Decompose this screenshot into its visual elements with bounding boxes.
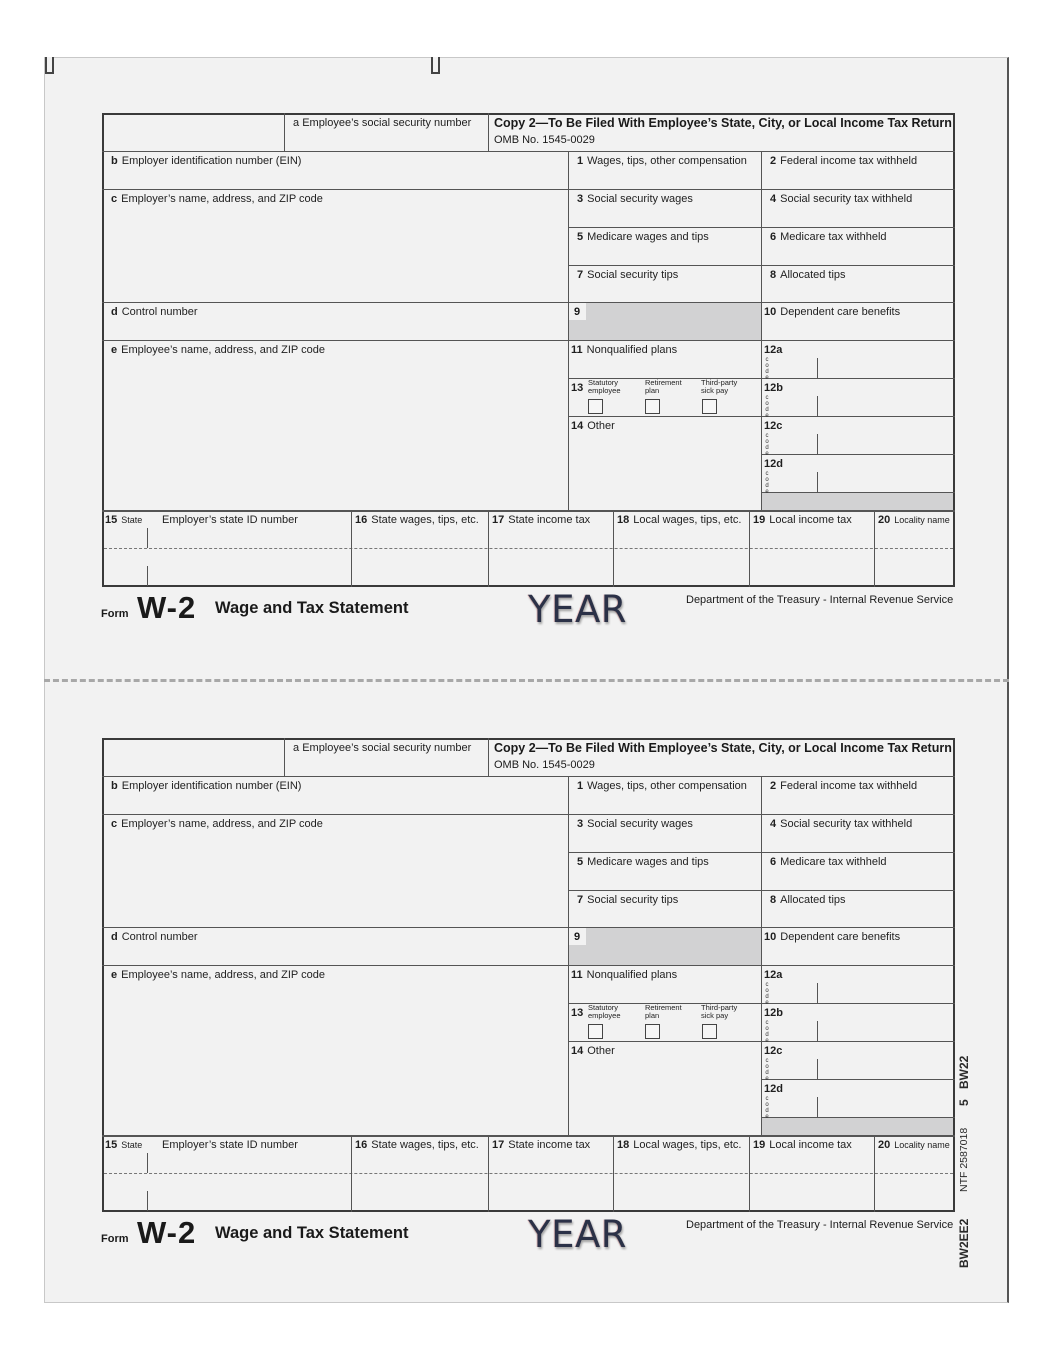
box-a-text: Employee’s social security number [302, 742, 472, 754]
box-6-label[interactable] [770, 856, 887, 868]
box-9-shaded [569, 928, 761, 965]
row-divider [102, 340, 955, 341]
box-12d-code-divider [817, 472, 818, 492]
box-15-number: 15 [105, 1139, 118, 1151]
box-5-text: Medicare wages and tips [587, 231, 709, 243]
box-18-text: Local wages, tips, etc. [633, 1139, 742, 1151]
box-14-number: 14 [571, 420, 584, 432]
box-8-label[interactable] [770, 894, 846, 906]
column-divider [351, 511, 352, 587]
box-20-label[interactable] [878, 514, 950, 526]
box-2-text: Federal income tax withheld [780, 155, 918, 167]
box-10-number: 10 [764, 931, 777, 943]
box-16-number: 16 [355, 514, 368, 526]
box-12b-code-divider [817, 396, 818, 416]
box-c-letter: c [111, 818, 118, 830]
box-10-label[interactable] [764, 306, 900, 318]
box-20-label[interactable] [878, 1139, 950, 1151]
box-20-number: 20 [878, 1139, 891, 1151]
box-12c-code-divider [817, 434, 818, 454]
statutory-employee-checkbox[interactable] [588, 399, 603, 414]
box-19-label[interactable] [753, 514, 852, 526]
box-11-text: Nonqualified plans [586, 344, 678, 356]
statutory-employee-checkbox[interactable] [588, 1024, 603, 1039]
box-3-label[interactable] [577, 193, 693, 205]
column-divider [488, 1136, 489, 1212]
box-1-label[interactable] [577, 155, 747, 167]
box-16-number: 16 [355, 1139, 368, 1151]
row-divider [102, 302, 955, 303]
box-d-label[interactable] [111, 931, 198, 943]
retirement-plan-checkbox[interactable] [645, 399, 660, 414]
omb-number: OMB No. 1545-0029 [494, 134, 595, 146]
row-divider [102, 510, 955, 512]
box-12b-code-divider [817, 1021, 818, 1041]
box-e-letter: e [111, 969, 118, 981]
box-17-text: State income tax [508, 514, 591, 526]
state-subdivider [147, 566, 148, 586]
row-divider [102, 814, 955, 815]
w2-form-bottom [0, 738, 1056, 1298]
state-subdivider [147, 528, 148, 548]
box-7-label[interactable] [577, 894, 678, 906]
column-divider [874, 1136, 875, 1212]
box-20-text: Locality name [894, 515, 950, 525]
box-13-thirdparty-label: Third-party sick pay [701, 378, 738, 395]
box-2-number: 2 [770, 155, 777, 167]
box-15-label[interactable] [105, 514, 142, 526]
column-divider [761, 776, 762, 1135]
box-4-text: Social security tax withheld [780, 193, 913, 205]
box-12a-code-divider [817, 358, 818, 378]
box-8-number: 8 [770, 269, 777, 281]
box-12d-code-label: c o d e [765, 1096, 769, 1120]
w2-form-top [0, 113, 1056, 673]
box-19-number: 19 [753, 1139, 766, 1151]
row-divider [761, 454, 955, 455]
box-14-label[interactable] [571, 1045, 615, 1057]
state-subdivider [147, 1191, 148, 1211]
box-15-state-text: State [121, 515, 143, 525]
box-10-text: Dependent care benefits [780, 306, 901, 318]
box-c-label[interactable] [111, 193, 323, 205]
column-divider [749, 1136, 750, 1212]
box-8-number: 8 [770, 894, 777, 906]
form-title: Wage and Tax Statement [215, 599, 409, 617]
box-c-letter: c [111, 193, 118, 205]
box-b-text: Employer identification number (EIN) [121, 155, 302, 167]
column-divider [488, 738, 489, 776]
box-15-employer-state-id-label: Employer’s state ID number [162, 1139, 298, 1151]
perforation-line [44, 679, 1009, 682]
form-title: Wage and Tax Statement [215, 1224, 409, 1242]
box-b-text: Employer identification number (EIN) [121, 780, 302, 792]
box-7-label[interactable] [577, 269, 678, 281]
box-4-number: 4 [770, 818, 777, 830]
column-divider [351, 1136, 352, 1212]
box-5-number: 5 [577, 231, 584, 243]
form-word: Form [101, 1233, 129, 1245]
box-12d-label[interactable]: 12d [764, 458, 783, 470]
box-3-number: 3 [577, 193, 584, 205]
box-10-label[interactable] [764, 931, 900, 943]
box-a-letter: a [293, 117, 300, 129]
box-13-retirement-label: Retirement plan [645, 378, 682, 395]
form-name: W-2 [137, 1215, 197, 1250]
box-6-text: Medicare tax withheld [780, 856, 887, 868]
box-12c-label[interactable]: 12c [764, 1045, 783, 1057]
box-d-label[interactable] [111, 306, 198, 318]
box-11-label[interactable] [571, 344, 677, 356]
box-c-label[interactable] [111, 818, 323, 830]
box-13-statutory-label: Statutory employee [588, 378, 621, 395]
box-5-label[interactable] [577, 856, 709, 868]
box-11-text: Nonqualified plans [586, 969, 678, 981]
box-12d-label[interactable]: 12d [764, 1083, 783, 1095]
box-12-shaded-footer [762, 1118, 953, 1135]
box-2-label[interactable] [770, 155, 917, 167]
box-8-label[interactable] [770, 269, 846, 281]
side-code-number: 5 [957, 1099, 971, 1106]
box-17-label[interactable] [492, 514, 590, 526]
box-d-text: Control number [121, 931, 198, 943]
box-20-text: Locality name [894, 1140, 950, 1150]
box-13-thirdparty-label: Third-party sick pay [701, 1003, 738, 1020]
row-divider [102, 965, 955, 966]
box-12b-label[interactable]: 12b [764, 1007, 783, 1019]
box-6-number: 6 [770, 856, 777, 868]
box-6-label[interactable] [770, 231, 887, 243]
box-1-label[interactable] [577, 780, 747, 792]
box-3-text: Social security wages [587, 818, 693, 830]
box-14-text: Other [587, 1045, 615, 1057]
box-19-label[interactable] [753, 1139, 852, 1151]
box-4-label[interactable] [770, 818, 912, 830]
tax-year: YEAR [528, 588, 627, 631]
box-12a-label[interactable]: 12a [764, 344, 783, 356]
box-5-number: 5 [577, 856, 584, 868]
department-text: Department of the Treasury - Internal Revenue Service [686, 1219, 954, 1231]
box-b-label[interactable] [111, 155, 301, 167]
side-code-bw2ee2: BW2EE2 [957, 1218, 971, 1268]
box-20-number: 20 [878, 514, 891, 526]
box-16-text: State wages, tips, etc. [371, 1139, 479, 1151]
box-15-number: 15 [105, 514, 118, 526]
box-12-shaded-footer [762, 493, 953, 510]
box-b-letter: b [111, 155, 118, 167]
form-name: W-2 [137, 590, 197, 625]
box-13-number [571, 1007, 587, 1019]
box-12d-code-label: c o d e [765, 471, 769, 495]
row-divider [102, 189, 955, 190]
side-code-bw22: BW22 [957, 1055, 971, 1089]
box-12b-code-label: c o d e [765, 1020, 769, 1044]
box-c-text: Employer’s name, address, and ZIP code [121, 818, 323, 830]
box-13-statutory-label: Statutory employee [588, 1003, 621, 1020]
box-17-number: 17 [492, 514, 505, 526]
state-row-dashed-divider [104, 1173, 953, 1174]
row-divider [102, 776, 955, 777]
box-12c-label[interactable]: 12c [764, 420, 783, 432]
box-9-shaded [569, 303, 761, 340]
box-18-number: 18 [617, 514, 630, 526]
box-e-text: Employee’s name, address, and ZIP code [121, 969, 325, 981]
side-code-ntf: NTF 2587018 [958, 1127, 970, 1192]
box-4-label[interactable] [770, 193, 912, 205]
omb-number: OMB No. 1545-0029 [494, 759, 595, 771]
box-2-label[interactable] [770, 780, 917, 792]
state-row-dashed-divider [104, 548, 953, 549]
box-e-label[interactable] [111, 969, 325, 981]
column-divider [284, 738, 285, 776]
box-6-text: Medicare tax withheld [780, 231, 887, 243]
box-d-letter: d [111, 931, 118, 943]
box-19-text: Local income tax [769, 1139, 852, 1151]
column-divider [874, 511, 875, 587]
box-14-number: 14 [571, 1045, 584, 1057]
box-c-text: Employer’s name, address, and ZIP code [121, 193, 323, 205]
box-18-label[interactable] [617, 514, 741, 526]
copy-title: Copy 2—To Be Filed With Employee’s State, City, or Local Income Tax Return [494, 116, 952, 130]
box-12a-code-label: c o d e [765, 982, 769, 1006]
box-e-label[interactable] [111, 344, 325, 356]
box-13-number [571, 382, 587, 394]
column-divider [488, 113, 489, 151]
box-5-text: Medicare wages and tips [587, 856, 709, 868]
box-e-text: Employee’s name, address, and ZIP code [121, 344, 325, 356]
row-divider [761, 1079, 955, 1080]
box-1-text: Wages, tips, other compensation [587, 155, 747, 167]
box-d-text: Control number [121, 306, 198, 318]
box-18-number: 18 [617, 1139, 630, 1151]
box-14-label[interactable] [571, 420, 615, 432]
box-7-text: Social security tips [587, 269, 679, 281]
column-divider [613, 1136, 614, 1212]
box-17-label[interactable] [492, 1139, 590, 1151]
box-13-number-text: 13 [571, 1007, 584, 1019]
box-3-text: Social security wages [587, 193, 693, 205]
retirement-plan-checkbox[interactable] [645, 1024, 660, 1039]
alignment-tab-center [431, 57, 440, 74]
third-party-sick-pay-checkbox[interactable] [702, 399, 717, 414]
box-8-text: Allocated tips [780, 894, 846, 906]
column-divider [749, 511, 750, 587]
box-6-number: 6 [770, 231, 777, 243]
box-17-text: State income tax [508, 1139, 591, 1151]
box-13-retirement-label: Retirement plan [645, 1003, 682, 1020]
row-divider [102, 1135, 955, 1137]
box-blank-top-left[interactable] [103, 115, 283, 150]
box-1-number: 1 [577, 780, 584, 792]
department-text: Department of the Treasury - Internal Revenue Service [686, 594, 954, 606]
box-15-label[interactable] [105, 1139, 142, 1151]
box-11-number: 11 [571, 969, 583, 981]
box-b-label[interactable] [111, 780, 301, 792]
box-9-label: 9 [569, 928, 586, 945]
box-e-letter: e [111, 344, 118, 356]
state-subdivider [147, 1153, 148, 1173]
box-13-number-text: 13 [571, 382, 584, 394]
box-4-text: Social security tax withheld [780, 818, 913, 830]
box-b-letter: b [111, 780, 118, 792]
box-15-employer-state-id-label: Employer’s state ID number [162, 514, 298, 526]
box-12b-code-label: c o d e [765, 395, 769, 419]
box-4-number: 4 [770, 193, 777, 205]
third-party-sick-pay-checkbox[interactable] [702, 1024, 717, 1039]
box-16-label[interactable] [355, 1139, 479, 1151]
box-12a-code-label: c o d e [765, 357, 769, 381]
box-a-label[interactable] [293, 742, 471, 754]
box-2-number: 2 [770, 780, 777, 792]
copy-title: Copy 2—To Be Filed With Employee’s State, City, or Local Income Tax Return [494, 741, 952, 755]
box-19-text: Local income tax [769, 514, 852, 526]
box-a-label[interactable] [293, 117, 471, 129]
tax-year: YEAR [528, 1213, 627, 1256]
column-divider [488, 511, 489, 587]
box-12b-label[interactable]: 12b [764, 382, 783, 394]
box-5-label[interactable] [577, 231, 709, 243]
box-10-text: Dependent care benefits [780, 931, 901, 943]
row-divider [102, 927, 955, 928]
box-14-text: Other [587, 420, 615, 432]
alignment-tab-left [45, 57, 54, 74]
box-12d-code-divider [817, 1097, 818, 1117]
row-divider [102, 151, 955, 152]
box-18-label[interactable] [617, 1139, 741, 1151]
box-11-label[interactable] [571, 969, 677, 981]
box-blank-top-left[interactable] [103, 740, 283, 775]
box-1-number: 1 [577, 155, 584, 167]
box-2-text: Federal income tax withheld [780, 780, 918, 792]
column-divider [761, 151, 762, 510]
column-divider [613, 511, 614, 587]
box-11-number: 11 [571, 344, 583, 356]
box-19-number: 19 [753, 514, 766, 526]
box-10-number: 10 [764, 306, 777, 318]
box-9-label: 9 [569, 303, 586, 320]
box-12c-code-label: c o d e [765, 433, 769, 457]
form-word: Form [101, 608, 129, 620]
box-7-number: 7 [577, 269, 584, 281]
box-16-label[interactable] [355, 514, 479, 526]
box-12c-code-label: c o d e [765, 1058, 769, 1082]
box-8-text: Allocated tips [780, 269, 846, 281]
box-12a-code-divider [817, 983, 818, 1003]
box-12a-label[interactable]: 12a [764, 969, 783, 981]
box-d-letter: d [111, 306, 118, 318]
box-a-text: Employee’s social security number [302, 117, 472, 129]
box-a-letter: a [293, 742, 300, 754]
box-12c-code-divider [817, 1059, 818, 1079]
box-3-number: 3 [577, 818, 584, 830]
box-15-state-text: State [121, 1140, 143, 1150]
box-7-number: 7 [577, 894, 584, 906]
column-divider [284, 113, 285, 151]
box-18-text: Local wages, tips, etc. [633, 514, 742, 526]
box-17-number: 17 [492, 1139, 505, 1151]
box-16-text: State wages, tips, etc. [371, 514, 479, 526]
box-1-text: Wages, tips, other compensation [587, 780, 747, 792]
box-3-label[interactable] [577, 818, 693, 830]
box-7-text: Social security tips [587, 894, 679, 906]
